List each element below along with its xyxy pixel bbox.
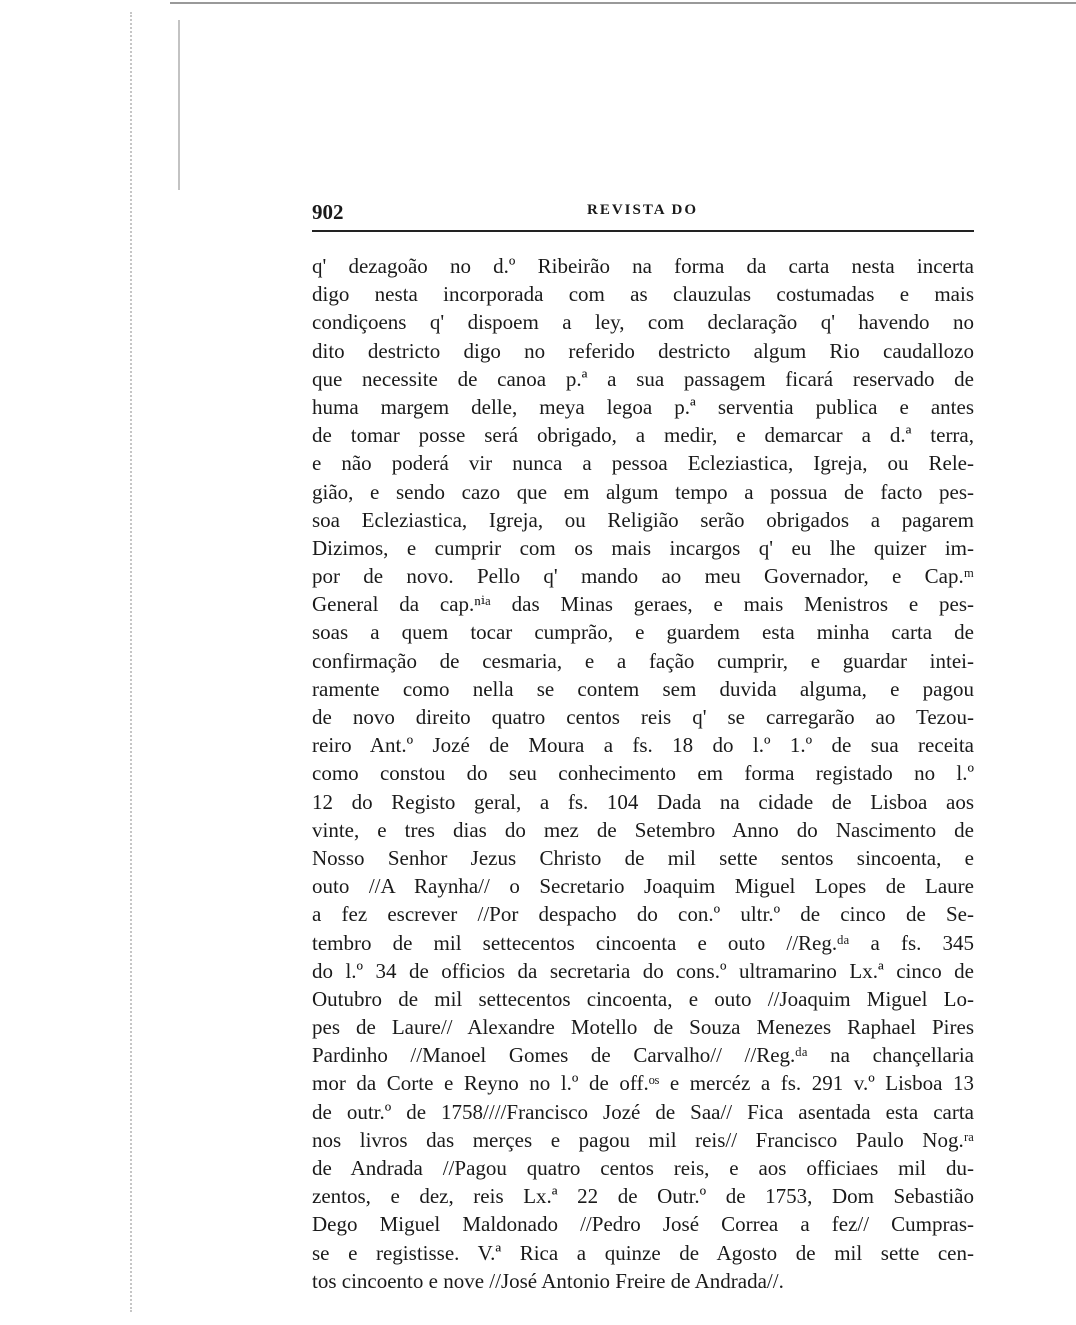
- text-line: se e registisse. V.ª Rica a quinze de Agosto de mil sette cen-: [312, 1240, 974, 1265]
- text-line: pes de Laure// Alexandre Motello de Souza Menezes Raphael Pires: [312, 1015, 974, 1040]
- text-line: como constou do seu conhecimento em forma registado no l.º: [312, 761, 974, 786]
- text-line: de tomar posse será obrigado, a medir, e demarcar a d.ª terra,: [312, 423, 974, 448]
- text-line: tembro de mil settecentos cincoenta e outo //Reg.ᵈᵃ a fs. 345: [312, 930, 974, 955]
- text-line: outo //A Raynha// o Secretario Joaquim Miguel Lopes de Laure: [312, 874, 974, 899]
- scan-edge-top: [170, 2, 1076, 4]
- scan-edge-left: [130, 12, 192, 1312]
- running-head: REVISTA DO: [587, 202, 698, 218]
- text-line: por de novo. Pello q' mando ao meu Governador, e Cap.ᵐ: [312, 564, 974, 589]
- text-line: huma margem delle, meya legoa p.ª serventia publica e antes: [312, 394, 974, 419]
- text-line: Outubro de mil settecentos cincoenta, e outo //Joaquim Miguel Lo-: [312, 986, 974, 1011]
- text-line: 12 do Registo geral, a fs. 104 Dada na cidade de Lisboa aos: [312, 789, 974, 814]
- text-line: dito destricto digo no referido destricto algum Rio caudallozo: [312, 338, 974, 363]
- text-line: zentos, e dez, reis Lx.ª 22 de Outr.º de 1753, Dom Sebastião: [312, 1184, 974, 1209]
- text-line: soa Ecleziastica, Igreja, ou Religião serão obrigados a pagarem: [312, 507, 974, 532]
- body-text: [312, 252, 974, 1295]
- header-rule: [312, 230, 974, 232]
- text-line: Dego Miguel Maldonado //Pedro José Correa a fez// Cumpras-: [312, 1212, 974, 1237]
- text-line: digo nesta incorporada com as clauzulas costumadas e mais: [312, 282, 974, 307]
- text-line: nos livros das merçes e pagou mil reis// Francisco Paulo Nog.ʳᵃ: [312, 1127, 974, 1152]
- scan-binding-mark: [178, 20, 180, 190]
- text-line: que necessite de canoa p.ª a sua passagem ficará reservado de: [312, 366, 974, 391]
- text-line: tos cincoento e nove //José Antonio Freire de Andrada//.: [312, 1268, 784, 1293]
- text-line: condiçoens q' dispoem a ley, com declaração q' havendo no: [312, 310, 974, 335]
- page-number: 902: [312, 200, 344, 224]
- text-line: a fez escrever //Por despacho do con.º ultr.º de cinco de Se-: [312, 902, 974, 927]
- text-line: do l.º 34 de officios da secretaria do cons.º ultramarino Lx.ª cinco de: [312, 958, 974, 983]
- text-line: q' dezagoão no d.º Ribeirão na forma da carta nesta incerta: [312, 254, 974, 278]
- text-line: General da cap.ⁿⁱᵃ das Minas geraes, e mais Menistros e pes-: [312, 592, 974, 617]
- text-line: Dizimos, e cumprir com os mais incargos q' eu lhe quizer im-: [312, 535, 974, 560]
- text-line: gião, e sendo cazo que em algum tempo a possua de facto pes-: [312, 479, 974, 504]
- text-line: soas a quem tocar cumprão, e guardem esta minha carta de: [312, 620, 974, 645]
- text-line: ramente como nella se contem sem duvida alguma, e pagou: [312, 676, 974, 701]
- text-line: confirmação de cesmaria, e a fação cumprir, e guardar intei-: [312, 648, 974, 673]
- text-line: mor da Corte e Reyno no l.º de off.ᵒˢ e mercéz a fs. 291 v.º Lisboa 13: [312, 1071, 974, 1096]
- text-line: vinte, e tres dias do mez de Setembro Anno do Nascimento de: [312, 817, 974, 842]
- page-header: [312, 200, 974, 236]
- text-line: e não poderá vir nunca a pessoa Ecleziastica, Igreja, ou Rele-: [312, 451, 974, 476]
- text-line: Nosso Senhor Jezus Christo de mil sette sentos sincoenta, e: [312, 845, 974, 870]
- text-line: de Andrada //Pagou quatro centos reis, e aos officiaes mil du-: [312, 1156, 974, 1180]
- text-line: de outr.º de 1758////Francisco Jozé de Saa// Fica asentada esta carta: [312, 1099, 974, 1124]
- text-line: reiro Ant.º Jozé de Moura a fs. 18 do l.º 1.º de sua receita: [312, 733, 974, 758]
- text-line: Pardinho //Manoel Gomes de Carvalho// //Reg.ᵈᵃ na chançellaria: [312, 1043, 974, 1068]
- text-line: de novo direito quatro centos reis q' se carregarão ao Tezou-: [312, 705, 974, 729]
